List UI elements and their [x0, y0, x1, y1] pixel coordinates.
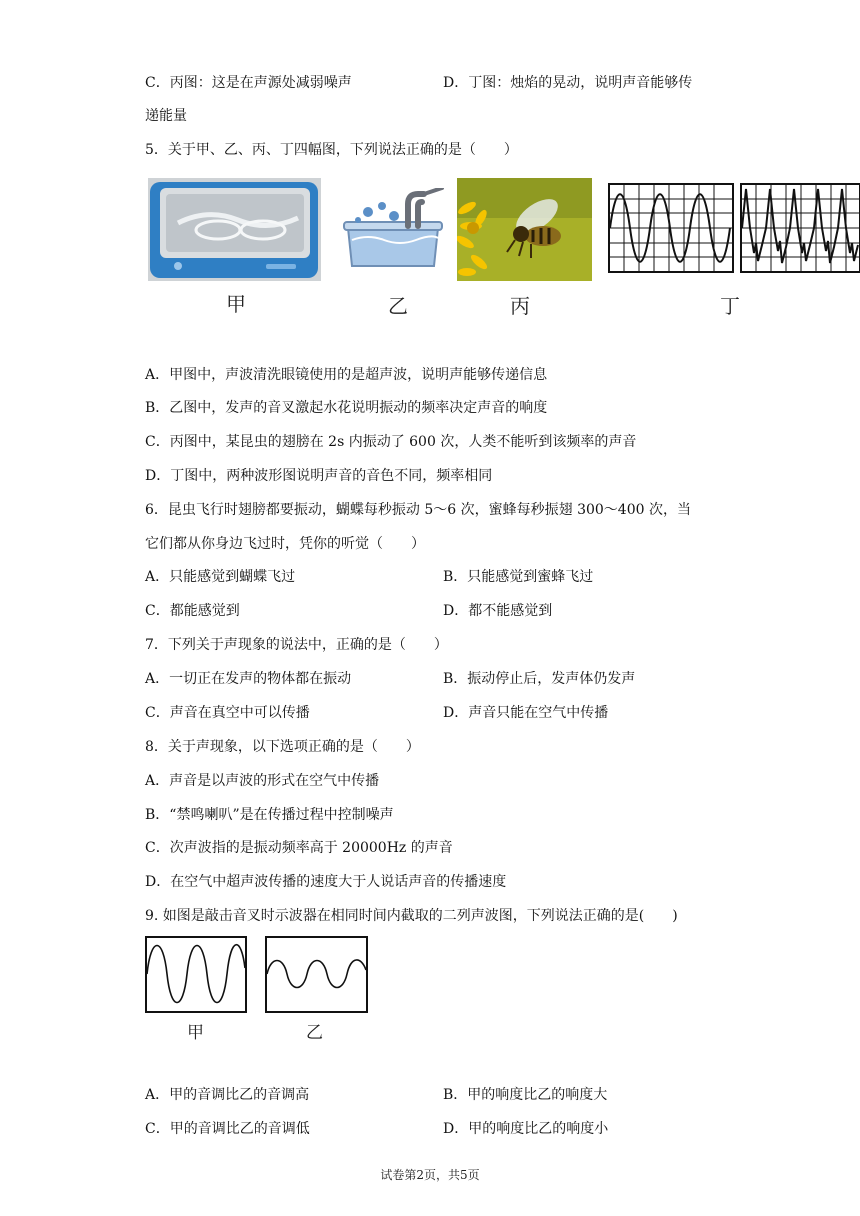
tuning-fork-water-image	[338, 188, 454, 270]
q8-stem: 8．关于声现象，以下选项正确的是（ ）	[145, 739, 420, 755]
q5-option-b: B．乙图中，发声的音叉激起水花说明振动的频率决定声音的响度	[145, 400, 548, 416]
page-footer: 试卷第2页，共5页	[380, 1168, 480, 1182]
figure-caption-bing: 丙	[510, 294, 530, 318]
q4-option-c: C．丙图：这是在声源处减弱噪声	[145, 75, 352, 91]
q6-option-b: B．只能感觉到蜜蜂飞过	[443, 569, 594, 585]
figure9-caption-jia: 甲	[187, 1023, 204, 1043]
q7-option-b: B．振动停止后，发声体仍发声	[443, 671, 636, 687]
q4-option-d-continued: 递能量	[145, 108, 187, 124]
q8-option-d: D．在空气中超声波传播的速度大于人说话声音的传播速度	[145, 874, 507, 890]
q5-option-c: C．丙图中，某昆虫的翅膀在 2s 内振动了 600 次，人类不能听到该频率的声音	[145, 434, 637, 450]
q9-option-a: A．甲的音调比乙的音调高	[145, 1087, 310, 1103]
figure-caption-jia: 甲	[226, 292, 246, 316]
q6-stem-continued: 它们都从你身边飞过时，凭你的听觉（ ）	[145, 536, 425, 552]
q4-option-d: D．丁图：烛焰的晃动，说明声音能够传	[443, 75, 693, 91]
q6-stem: 6．昆虫飞行时翅膀都要振动，蝴蝶每秒振动 5～6 次，蜜蜂每秒振翅 300～400 次，当	[145, 502, 691, 518]
ultrasonic-cleaner-image	[148, 178, 321, 281]
q9-stem: 9. 如图是敲击音叉时示波器在相同时间内截取的二列声波图，下列说法正确的是( )	[145, 908, 678, 924]
q9-option-d: D．甲的响度比乙的响度小	[443, 1121, 609, 1137]
waveform-yi	[265, 936, 368, 1013]
q7-option-c: C．声音在真空中可以传播	[145, 705, 310, 721]
figure-caption-yi: 乙	[388, 294, 408, 318]
q9-option-c: C．甲的音调比乙的音调低	[145, 1121, 310, 1137]
q5-option-d: D．丁图中，两种波形图说明声音的音色不同，频率相同	[145, 468, 493, 484]
q6-option-a: A．只能感觉到蝴蝶飞过	[145, 569, 296, 585]
bee-image	[457, 178, 592, 281]
waveform-jia	[145, 936, 247, 1013]
q9-option-b: B．甲的响度比乙的响度大	[443, 1087, 608, 1103]
q6-option-c: C．都能感觉到	[145, 603, 240, 619]
q6-option-d: D．都不能感觉到	[443, 603, 553, 619]
q7-option-d: D．声音只能在空气中传播	[443, 705, 609, 721]
q8-option-c: C．次声波指的是振动频率高于 20000Hz 的声音	[145, 840, 453, 856]
q8-option-b: B．“禁鸣喇叭”是在传播过程中控制噪声	[145, 807, 394, 823]
figure9-caption-yi: 乙	[306, 1023, 323, 1043]
q8-option-a: A．声音是以声波的形式在空气中传播	[145, 773, 380, 789]
waveform-complex-grid	[740, 183, 860, 273]
q7-stem: 7．下列关于声现象的说法中，正确的是（ ）	[145, 637, 448, 653]
waveform-sine-grid	[608, 183, 734, 273]
q5-option-a: A．甲图中，声波清洗眼镜使用的是超声波，说明声能够传递信息	[145, 367, 548, 383]
q5-stem: 5．关于甲、乙、丙、丁四幅图，下列说法正确的是（ ）	[145, 142, 518, 158]
q7-option-a: A．一切正在发声的物体都在振动	[145, 671, 352, 687]
figure-caption-ding: 丁	[720, 294, 740, 318]
